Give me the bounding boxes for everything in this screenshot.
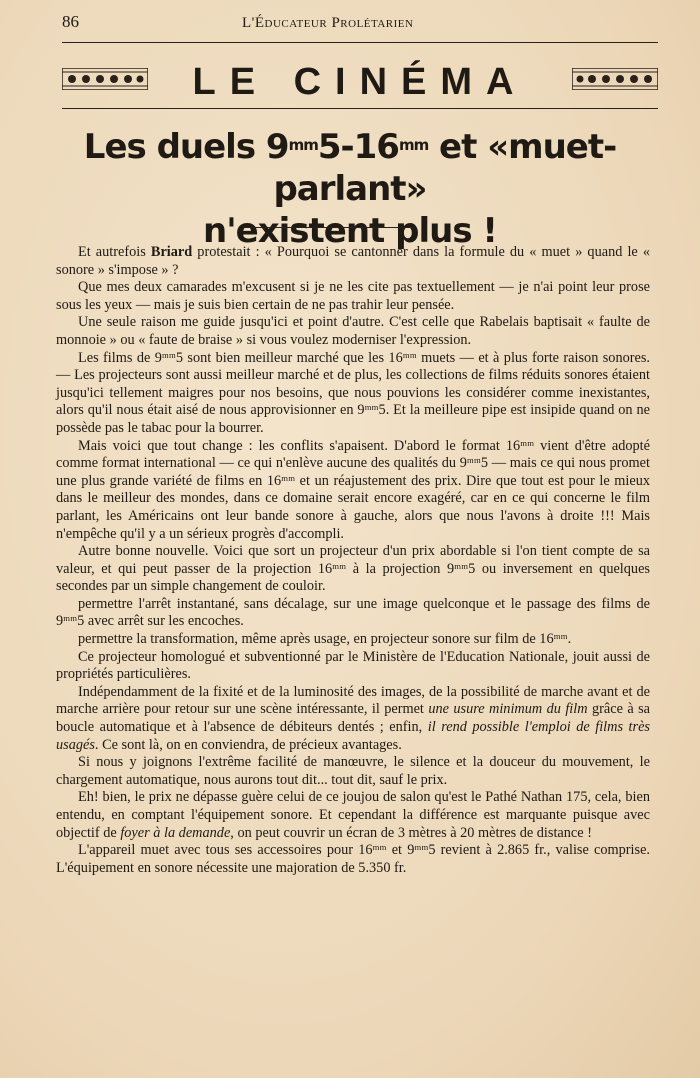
header-rule [62, 42, 658, 43]
banner-rule [62, 108, 658, 109]
headline-line-1: Les duels $9^{mm}5-16^{mm}$ et «muet-parlant» [83, 127, 617, 209]
paragraph: Et autrefois Briard protestait : « Pourquoi se cantonner dans la formule du « muet » quand le « sonore » s'impose » ? [56, 244, 651, 278]
paragraph: Si nous y joignons l'extrême facilité de manœuvre, le silence et la douceur du mouvement, le chargement automatique, nous aurons tout dit... tout dit, sauf le prix. [56, 754, 650, 788]
paragraph: Autre bonne nouvelle. Voici que sort un projecteur d'un prix abordable si l'on tient compte de sa valeur, et qui peut passer de la projection 16ᵐᵐ à la projection 9ᵐᵐ5 ou inversement en quelques secondes par un simple changement de couloir. [56, 543, 650, 595]
paragraph: L'appareil muet avec tous ses accessoires pour 16ᵐᵐ et 9ᵐᵐ5 revient à 2.865 fr., valise comprise. L'équipement en sonore nécessite une majoration de 5.350 fr. [56, 842, 650, 876]
paragraph: permettre l'arrêt instantané, sans décalage, sur une image quelconque et le passage des films de 9ᵐᵐ5 avec arrêt sur les encoches. [56, 595, 650, 630]
headline [40, 126, 660, 252]
journal-title: L'Éducateur Prolétarien [242, 15, 414, 31]
paragraph: Ce projecteur homologué et subventionné par le Ministère de l'Education Nationale, jouit aussi de propriétés particulières. [56, 648, 650, 683]
article-body [56, 244, 650, 877]
headline-rule [245, 227, 415, 228]
paragraph: Que mes deux camarades m'excusent si je ne les cite pas textuellement — je n'ai point leur prose sous les yeux — mais je suis bien certain de ne pas trahir leur pensée. [56, 279, 650, 313]
ornament-left-icon [62, 68, 148, 90]
paragraph: permettre la transformation, même après usage, en projecteur sonore sur film de 16ᵐᵐ. [78, 631, 572, 648]
paragraph: Eh! bien, le prix ne dépasse guère celui de ce joujou de salon qu'est le Pathé Nathan 175, cela, bien entendu, en comptant l'équipement sonore. Et cependant la différence est marquante puisque avec objectif de foyer à la demande, on peut couvrir un écran de 3 mètres à 20 mètres de distance ! [56, 789, 650, 841]
section-banner [62, 60, 658, 102]
paragraph: Une seule raison me guide jusqu'ici et point d'autre. C'est celle que Rabelais baptisait « faulte de monnoie » ou « faute de braise » si vous voulez moderniser l'expression. [56, 314, 650, 348]
running-head [62, 12, 658, 38]
paragraph: Mais voici que tout change : les conflits s'apaisent. D'abord le format 16ᵐᵐ vient d'être adopté comme format international — ce qui n'enlève aucune des qualités du 9ᵐᵐ5 — mais ce qui nous promet une plus grande variété de films en 16ᵐᵐ et un réajustement des prix. Dire que tout est pour le mieux dans le meilleur des mondes, dans ce domaine serait encore exagéré, car en ce qui concerne le film parlant, les Américains ont leur bande sonore à gauche, alors que nous l'avons à droite !!! Mais n'empêche qu'il y a un sérieux progrès d'accompli. [56, 437, 650, 542]
paragraph: Les films de 9ᵐᵐ5 sont bien meilleur marché que les 16ᵐᵐ muets — et à plus forte raison sonores. — Les projecteurs sont aussi meilleur marché et de plus, les collections de films réduits sonores étaient jusqu'ici tellement maigres pour nos besoins, que nous pouvions les considérer comme inexistantes, alors qu'il nous était aisé de nous approvisionner en 9ᵐᵐ5. Et la meilleure pipe est insipide quand on ne possède pas le tabac pour la bourrer. [56, 349, 650, 436]
ornament-right-icon [572, 68, 658, 90]
paragraph: Indépendamment de la fixité et de la luminosité des images, de la possibilité de marche avant et de marche arrière pour retour sur une scène intéressante, il permet une usure minimum du film grâce à sa boucle automatique et à l'absence de débiteurs dentés ; enfin, il rend possible l'emploi de films très usagés. Ce sont là, on en conviendra, de précieux avantages. [56, 683, 650, 753]
section-title: LE CINÉMA [192, 61, 528, 103]
page-number: 86 [62, 12, 79, 31]
headline-line-2: n'existent plus ! [203, 211, 497, 251]
